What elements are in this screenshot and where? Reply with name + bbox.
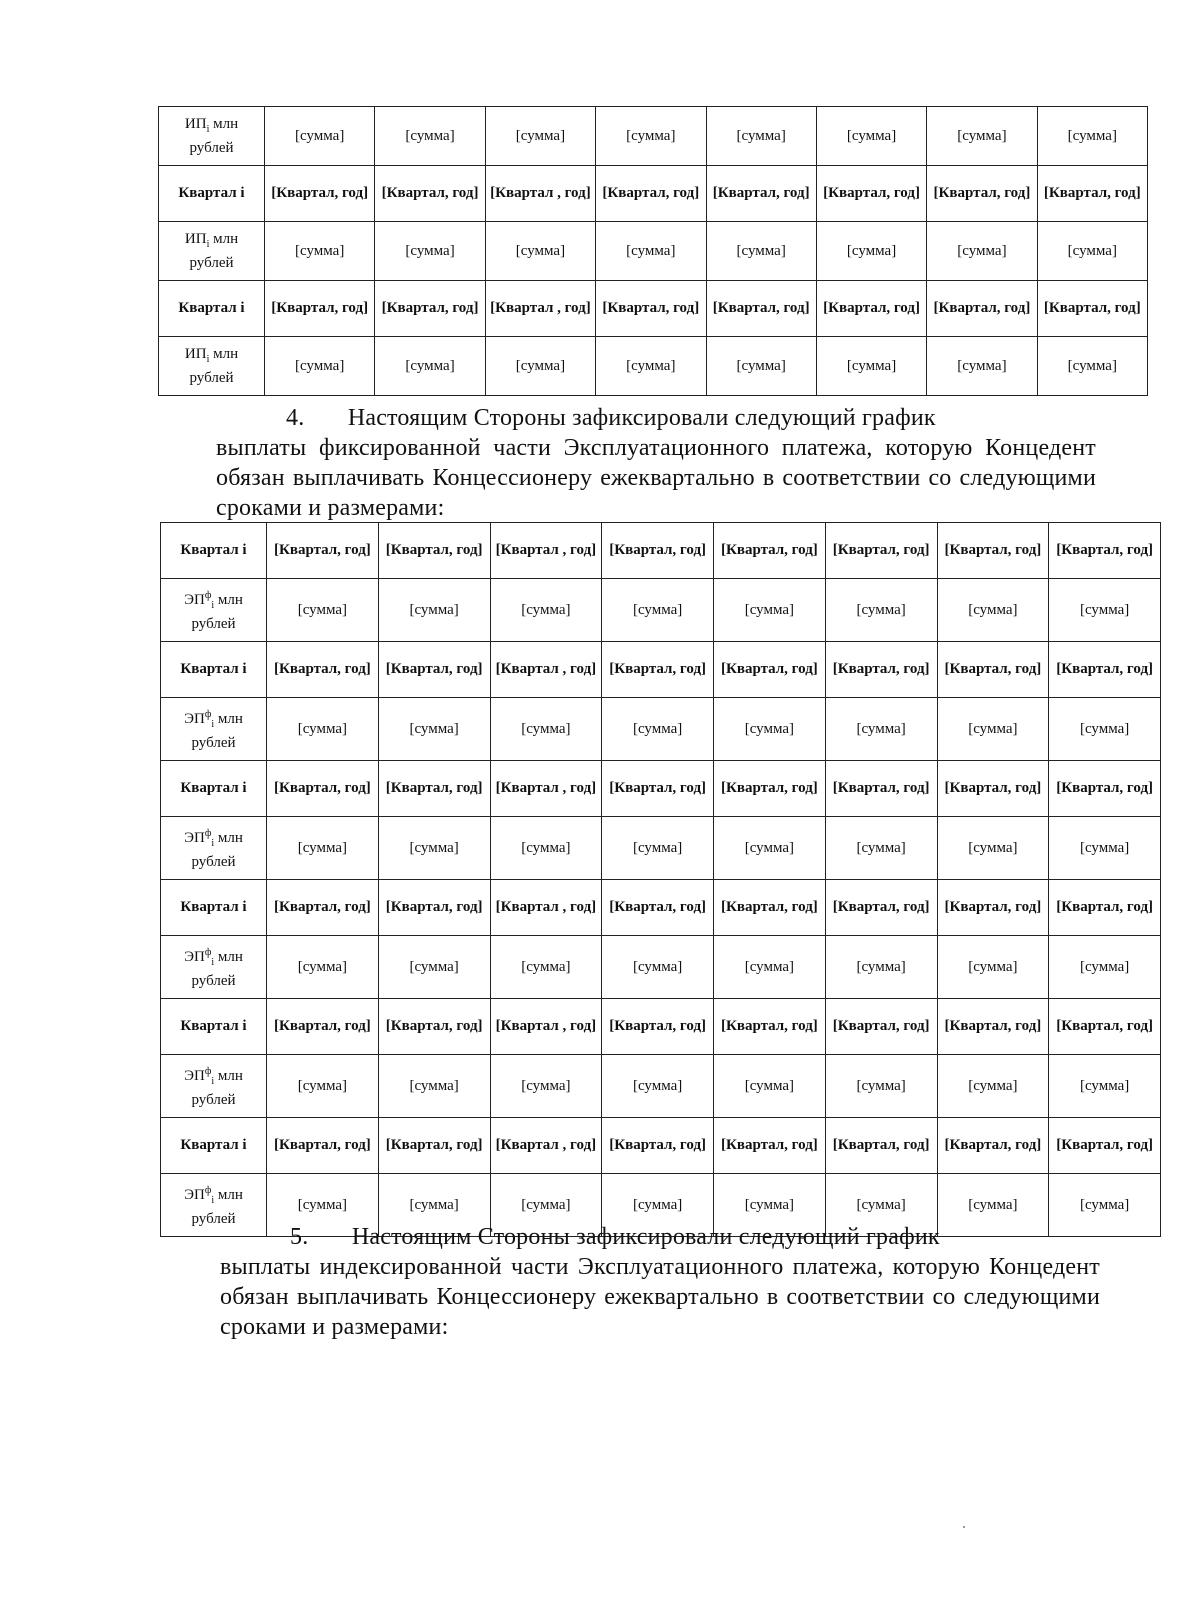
quarter-year-cell: [Квартал , год] <box>485 166 595 222</box>
quarter-year-cell: [Квартал, год] <box>267 642 379 698</box>
quarter-year-cell: [Квартал, год] <box>825 761 937 817</box>
amount-row-label <box>159 107 265 166</box>
quarter-year-cell: [Квартал, год] <box>1037 166 1147 222</box>
amount-label-main: ЭП <box>184 830 205 846</box>
amount-cell: [сумма] <box>602 1055 714 1118</box>
paragraph-4-first-line <box>216 403 1096 433</box>
amount-cell: [сумма] <box>490 579 602 642</box>
amount-cell: [сумма] <box>378 1174 490 1237</box>
quarter-year-cell: [Квартал, год] <box>602 999 714 1055</box>
paragraph-5-first-line <box>220 1222 1100 1252</box>
amount-cell: [сумма] <box>706 337 816 396</box>
amount-cell: [сумма] <box>378 936 490 999</box>
amount-cell: [сумма] <box>490 1174 602 1237</box>
quarter-year-cell: [Квартал, год] <box>265 281 375 337</box>
amount-cell: [сумма] <box>596 107 706 166</box>
quarter-year-cell: [Квартал, год] <box>265 166 375 222</box>
amount-cell: [сумма] <box>937 579 1049 642</box>
amount-cell: [сумма] <box>1037 107 1147 166</box>
amount-cell: [сумма] <box>1037 222 1147 281</box>
amount-cell: [сумма] <box>714 579 826 642</box>
quarter-year-cell: [Квартал, год] <box>378 999 490 1055</box>
amount-label-subscript: i <box>211 1195 215 1206</box>
amount-cell: [сумма] <box>706 222 816 281</box>
quarter-row <box>159 281 1148 337</box>
quarter-row <box>159 166 1148 222</box>
quarter-year-cell: [Квартал , год] <box>490 642 602 698</box>
amount-cell: [сумма] <box>825 579 937 642</box>
quarter-year-cell: [Квартал, год] <box>825 523 937 579</box>
quarter-year-cell: [Квартал, год] <box>927 166 1037 222</box>
amount-label-unit: млн рублей <box>191 830 243 870</box>
amount-cell: [сумма] <box>937 936 1049 999</box>
amount-label-superscript: ф <box>204 590 212 601</box>
amount-label-superscript: ф <box>204 947 212 958</box>
amount-row-label <box>161 579 267 642</box>
quarter-year-cell: [Квартал, год] <box>706 281 816 337</box>
amount-cell: [сумма] <box>267 936 379 999</box>
amount-cell: [сумма] <box>378 1055 490 1118</box>
quarter-year-cell: [Квартал, год] <box>714 761 826 817</box>
fixed-operating-payment-table-body <box>161 523 1161 1237</box>
quarter-year-cell: [Квартал, год] <box>1049 642 1161 698</box>
quarter-year-cell: [Квартал, год] <box>937 1118 1049 1174</box>
quarter-year-cell: [Квартал, год] <box>378 642 490 698</box>
amount-label-unit: млн рублей <box>191 711 243 751</box>
paragraph-5-text-rest: выплаты индексированной части Эксплуатационного платежа, которую Концедент обязан выплачивать Концессионеру ежеквартально в соответствии со следующими сроками и размерами: <box>220 1254 1100 1340</box>
quarter-row-label: Квартал i <box>161 1118 267 1174</box>
amount-row-label <box>161 817 267 880</box>
amount-label-unit: млн рублей <box>191 1187 243 1227</box>
amount-cell: [сумма] <box>816 337 926 396</box>
amount-label-main: ИП <box>184 345 207 362</box>
amount-row <box>159 222 1148 281</box>
amount-label-unit: млн рублей <box>191 592 243 632</box>
amount-label-subscript: i <box>211 838 215 849</box>
amount-label-unit: млн рублей <box>191 949 243 989</box>
quarter-year-cell: [Квартал, год] <box>602 642 714 698</box>
quarter-row-label: Квартал i <box>161 642 267 698</box>
amount-label-subscript: i <box>211 719 215 730</box>
amount-cell: [сумма] <box>490 1055 602 1118</box>
amount-cell: [сумма] <box>602 817 714 880</box>
amount-cell: [сумма] <box>267 1174 379 1237</box>
quarter-year-cell: [Квартал, год] <box>927 281 1037 337</box>
amount-cell: [сумма] <box>375 222 485 281</box>
quarter-year-cell: [Квартал, год] <box>375 166 485 222</box>
amount-label-subscript: i <box>211 600 215 611</box>
quarter-year-cell: [Квартал, год] <box>602 880 714 936</box>
amount-label-superscript: ф <box>204 1066 212 1077</box>
quarter-year-cell: [Квартал , год] <box>485 281 595 337</box>
paragraph-4-text-rest: выплаты фиксированной части Эксплуатационного платежа, которую Концедент обязан выплачивать Концессионеру ежеквартально в соответствии со следующими сроками и размерами: <box>216 435 1096 521</box>
amount-cell: [сумма] <box>1049 579 1161 642</box>
amount-label-main: ИП <box>184 230 207 247</box>
amount-cell: [сумма] <box>714 1174 826 1237</box>
quarter-year-cell: [Квартал, год] <box>378 523 490 579</box>
amount-cell: [сумма] <box>485 222 595 281</box>
quarter-year-cell: [Квартал, год] <box>267 999 379 1055</box>
quarter-year-cell: [Квартал, год] <box>937 880 1049 936</box>
amount-cell: [сумма] <box>378 579 490 642</box>
amount-cell: [сумма] <box>602 698 714 761</box>
quarter-row-label: Квартал i <box>159 281 265 337</box>
amount-label-unit: млн рублей <box>189 115 239 156</box>
amount-label-superscript: ф <box>204 709 212 720</box>
amount-row <box>161 1055 1161 1118</box>
quarter-year-cell: [Квартал, год] <box>1049 761 1161 817</box>
amount-cell: [сумма] <box>927 337 1037 396</box>
amount-row <box>161 579 1161 642</box>
paragraph-4-number: 4. <box>286 405 305 431</box>
quarter-row <box>161 1118 1161 1174</box>
amount-cell: [сумма] <box>816 107 926 166</box>
paragraph-5 <box>220 1222 1100 1342</box>
amount-cell: [сумма] <box>714 1055 826 1118</box>
quarter-year-cell: [Квартал , год] <box>490 999 602 1055</box>
paragraph-5-number: 5. <box>290 1224 309 1250</box>
quarter-year-cell: [Квартал, год] <box>825 1118 937 1174</box>
quarter-year-cell: [Квартал, год] <box>825 999 937 1055</box>
quarter-year-cell: [Квартал, год] <box>1049 999 1161 1055</box>
amount-cell: [сумма] <box>1037 337 1147 396</box>
amount-cell: [сумма] <box>1049 936 1161 999</box>
quarter-year-cell: [Квартал , год] <box>490 523 602 579</box>
amount-row <box>161 698 1161 761</box>
amount-cell: [сумма] <box>825 698 937 761</box>
amount-label-main: ЭП <box>184 949 205 965</box>
amount-label-main: ЭП <box>184 1187 205 1203</box>
amount-row <box>161 817 1161 880</box>
amount-cell: [сумма] <box>714 698 826 761</box>
quarter-row <box>161 523 1161 579</box>
amount-cell: [сумма] <box>267 1055 379 1118</box>
quarter-row-label: Квартал i <box>161 999 267 1055</box>
quarter-year-cell: [Квартал, год] <box>596 281 706 337</box>
quarter-year-cell: [Квартал , год] <box>490 761 602 817</box>
quarter-year-cell: [Квартал, год] <box>714 880 826 936</box>
amount-cell: [сумма] <box>714 936 826 999</box>
quarter-year-cell: [Квартал, год] <box>602 523 714 579</box>
quarter-year-cell: [Квартал, год] <box>602 761 714 817</box>
amount-cell: [сумма] <box>825 936 937 999</box>
amount-cell: [сумма] <box>378 698 490 761</box>
amount-cell: [сумма] <box>485 337 595 396</box>
amount-cell: [сумма] <box>1049 698 1161 761</box>
quarter-year-cell: [Квартал, год] <box>825 880 937 936</box>
amount-cell: [сумма] <box>1049 1055 1161 1118</box>
amount-cell: [сумма] <box>378 817 490 880</box>
amount-row-label <box>161 1055 267 1118</box>
quarter-year-cell: [Квартал, год] <box>375 281 485 337</box>
amount-cell: [сумма] <box>927 222 1037 281</box>
amount-cell: [сумма] <box>267 817 379 880</box>
quarter-year-cell: [Квартал, год] <box>1049 523 1161 579</box>
quarter-year-cell: [Квартал, год] <box>267 761 379 817</box>
paragraph-4 <box>216 403 1096 523</box>
quarter-year-cell: [Квартал, год] <box>714 999 826 1055</box>
investment-payment-table <box>158 106 1148 396</box>
amount-cell: [сумма] <box>825 1174 937 1237</box>
amount-cell: [сумма] <box>490 936 602 999</box>
amount-row-label <box>159 222 265 281</box>
amount-label-subscript: i <box>211 1076 215 1087</box>
quarter-year-cell: [Квартал, год] <box>714 523 826 579</box>
amount-cell: [сумма] <box>714 817 826 880</box>
amount-row <box>159 337 1148 396</box>
quarter-year-cell: [Квартал, год] <box>714 1118 826 1174</box>
amount-cell: [сумма] <box>267 698 379 761</box>
quarter-year-cell: [Квартал, год] <box>378 761 490 817</box>
amount-row-label <box>161 936 267 999</box>
amount-label-superscript: ф <box>204 828 212 839</box>
amount-label-main: ИП <box>184 115 207 132</box>
scan-speck <box>963 1526 965 1528</box>
quarter-row-label: Квартал i <box>161 880 267 936</box>
amount-cell: [сумма] <box>265 222 375 281</box>
amount-label-main: ЭП <box>184 592 205 608</box>
amount-cell: [сумма] <box>375 337 485 396</box>
amount-cell: [сумма] <box>490 817 602 880</box>
quarter-year-cell: [Квартал, год] <box>378 880 490 936</box>
quarter-year-cell: [Квартал , год] <box>490 880 602 936</box>
amount-cell: [сумма] <box>375 107 485 166</box>
quarter-row <box>161 880 1161 936</box>
amount-cell: [сумма] <box>816 222 926 281</box>
amount-cell: [сумма] <box>825 1055 937 1118</box>
amount-cell: [сумма] <box>706 107 816 166</box>
quarter-row-label: Квартал i <box>161 761 267 817</box>
quarter-year-cell: [Квартал, год] <box>714 642 826 698</box>
amount-label-subscript: i <box>206 238 210 250</box>
fixed-operating-payment-table <box>160 522 1161 1237</box>
amount-cell: [сумма] <box>596 337 706 396</box>
quarter-row <box>161 761 1161 817</box>
quarter-year-cell: [Квартал, год] <box>937 999 1049 1055</box>
quarter-year-cell: [Квартал , год] <box>490 1118 602 1174</box>
amount-cell: [сумма] <box>485 107 595 166</box>
quarter-year-cell: [Квартал, год] <box>816 281 926 337</box>
amount-label-subscript: i <box>206 353 210 365</box>
amount-label-unit: млн рублей <box>189 230 239 271</box>
investment-payment-table-body <box>159 107 1148 396</box>
amount-cell: [сумма] <box>937 1055 1049 1118</box>
quarter-year-cell: [Квартал, год] <box>825 642 937 698</box>
quarter-year-cell: [Квартал, год] <box>1037 281 1147 337</box>
amount-label-subscript: i <box>206 123 210 135</box>
quarter-year-cell: [Квартал, год] <box>378 1118 490 1174</box>
quarter-row-label: Квартал i <box>161 523 267 579</box>
amount-cell: [сумма] <box>602 1174 714 1237</box>
quarter-year-cell: [Квартал, год] <box>937 642 1049 698</box>
amount-cell: [сумма] <box>1049 817 1161 880</box>
amount-cell: [сумма] <box>1049 1174 1161 1237</box>
amount-row-label <box>159 337 265 396</box>
amount-cell: [сумма] <box>490 698 602 761</box>
amount-row <box>159 107 1148 166</box>
quarter-year-cell: [Квартал, год] <box>267 880 379 936</box>
amount-cell: [сумма] <box>602 579 714 642</box>
amount-cell: [сумма] <box>937 1174 1049 1237</box>
quarter-year-cell: [Квартал, год] <box>816 166 926 222</box>
amount-label-unit: млн рублей <box>189 345 239 386</box>
amount-row-label <box>161 698 267 761</box>
amount-cell: [сумма] <box>927 107 1037 166</box>
amount-cell: [сумма] <box>265 337 375 396</box>
amount-label-subscript: i <box>211 957 215 968</box>
amount-label-main: ЭП <box>184 711 205 727</box>
quarter-row <box>161 999 1161 1055</box>
paragraph-4-text-first: Настоящим Стороны зафиксировали следующий график <box>347 405 936 431</box>
quarter-row <box>161 642 1161 698</box>
quarter-year-cell: [Квартал, год] <box>596 166 706 222</box>
quarter-year-cell: [Квартал, год] <box>1049 1118 1161 1174</box>
amount-cell: [сумма] <box>825 817 937 880</box>
quarter-year-cell: [Квартал, год] <box>602 1118 714 1174</box>
amount-cell: [сумма] <box>596 222 706 281</box>
amount-cell: [сумма] <box>937 817 1049 880</box>
amount-cell: [сумма] <box>602 936 714 999</box>
quarter-year-cell: [Квартал, год] <box>937 523 1049 579</box>
amount-label-unit: млн рублей <box>191 1068 243 1108</box>
amount-cell: [сумма] <box>937 698 1049 761</box>
amount-cell: [сумма] <box>265 107 375 166</box>
amount-label-superscript: ф <box>204 1185 212 1196</box>
quarter-year-cell: [Квартал, год] <box>937 761 1049 817</box>
amount-label-main: ЭП <box>184 1068 205 1084</box>
amount-row <box>161 936 1161 999</box>
quarter-row-label: Квартал i <box>159 166 265 222</box>
quarter-year-cell: [Квартал, год] <box>267 523 379 579</box>
paragraph-5-text-first: Настоящим Стороны зафиксировали следующий график <box>351 1224 940 1250</box>
quarter-year-cell: [Квартал, год] <box>267 1118 379 1174</box>
quarter-year-cell: [Квартал, год] <box>1049 880 1161 936</box>
amount-cell: [сумма] <box>267 579 379 642</box>
quarter-year-cell: [Квартал, год] <box>706 166 816 222</box>
